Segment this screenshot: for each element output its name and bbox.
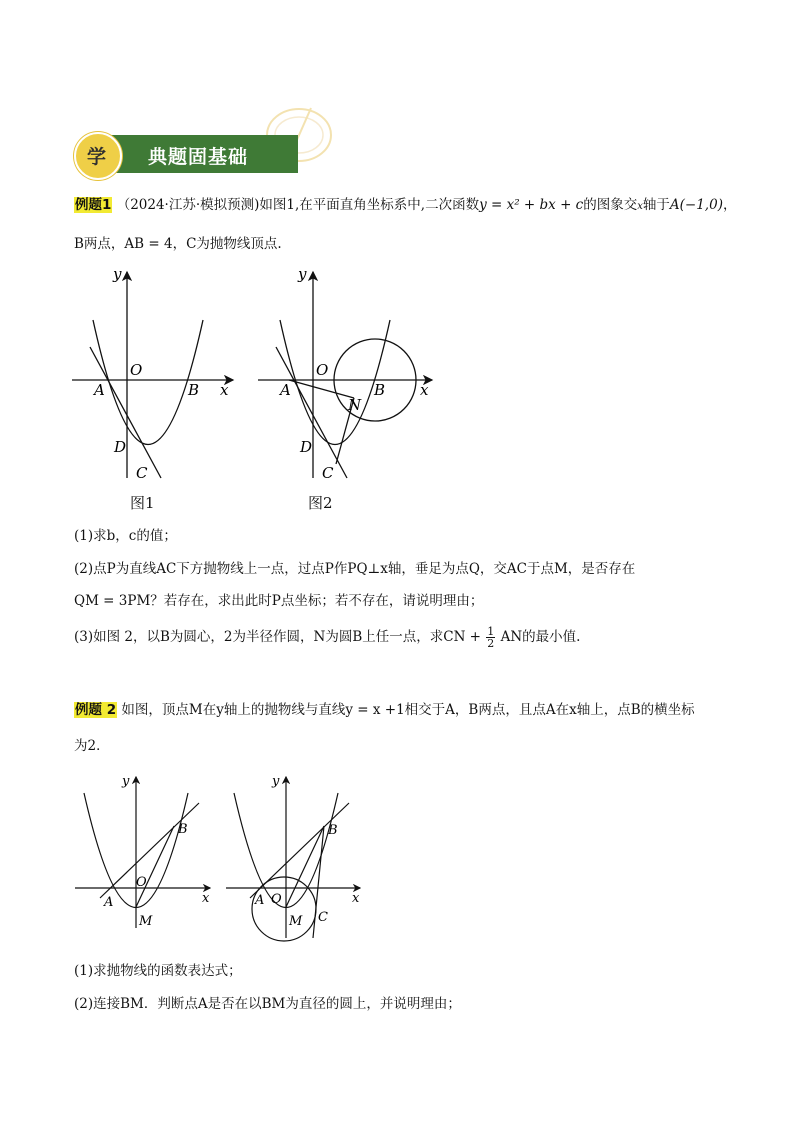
figA-line [100,803,199,898]
example1-tag: 例题1 [75,197,112,213]
figB-circle [252,877,316,941]
example1-statement-line1 [74,196,736,216]
figA-label-o: O [136,875,147,890]
example1-line1-point: A(−1,0) [669,197,723,213]
example1-line1-end: ， [722,197,737,213]
fig1-line-ac [90,347,161,478]
header-title: 典题固基础 [148,146,249,168]
example1-question3 [74,626,580,649]
figB-label-c: C [318,910,328,925]
figA-label-y: y [122,774,130,789]
fig1-label-x: x [220,381,229,399]
example1-line1-x: x [637,201,643,212]
figA-label-b: B [178,822,188,837]
example2-statement-line2: 为2． [74,738,110,754]
fig1-label-o: O [130,361,143,379]
figB-label-b: B [328,823,338,838]
fig2-label-x: x [420,381,429,399]
example1-figure2 [250,265,440,515]
example2-tag: 例题 2 [75,702,117,718]
figB-label-y: y [272,774,280,789]
figA-label-a: A [104,895,114,910]
fig1-label-y: y [113,265,122,283]
fig2-label-a: A [280,381,291,399]
example1-statement-line2: B两点，AB = 4，C为抛物线顶点. [74,236,282,252]
fraction-one-half [486,626,495,649]
figA-label-m: M [139,914,153,929]
figB-label-m: M [289,914,303,929]
example1-line1-c: 轴于 [642,197,670,213]
fig2-label-b: B [374,381,386,399]
fig2-label-d: D [300,438,313,456]
fig2-label-o: O [316,361,329,379]
fraction-denominator: 2 [487,637,495,650]
figB-label-x: x [352,891,360,906]
example1-figure1 [60,265,250,515]
example2-figure-right [220,770,370,945]
example2-question1: (1)求抛物线的函数表达式； [74,963,242,979]
fig1-label-c: C [136,464,148,482]
fig1-label-a: A [94,381,105,399]
example1-question3-b: AN的最小值. [500,629,581,645]
figB-label-a: A [255,893,265,908]
example1-line1-b: 的图象交 [583,197,638,213]
example1-question2-line2: QM = 3PM？若存在，求出此时P点坐标；若不存在，请说明理由； [74,593,484,609]
figB-label-o: O [271,892,282,907]
example2-figure-left [70,770,220,930]
section-header [74,130,304,178]
example2-statement-line1 [74,701,695,719]
fraction-numerator: 1 [487,625,495,638]
fig2-label-c: C [322,464,334,482]
example1-question2-line1: (2)点P为直线AC下方抛物线上一点，过点P作PQ⊥x轴，垂足为点Q，交AC于点M，是否存在 [74,561,636,577]
example1-figure1-caption: 图1 [130,494,155,512]
figB-segment-bm [286,826,324,907]
fig1-label-d: D [114,438,127,456]
example1-line1-eq: y = x² + bx + c [479,197,584,213]
figA-segment-bm [136,826,174,907]
fig1-label-b: B [188,381,200,399]
example2-line1: 如图，顶点M在y轴上的抛物线与直线y = x +1相交于A，B两点，且点A在x轴上，点B的横坐标 [121,702,695,718]
figA-label-x: x [202,891,210,906]
example1-question1: (1)求b，c的值； [74,528,177,544]
header-badge-char: 学 [87,146,107,168]
fig2-label-y: y [298,265,307,283]
example1-figure2-caption: 图2 [308,494,333,512]
fig2-label-n: N [348,396,362,414]
example1-question3-a: (3)如图 2，以B为圆心，2为半径作圆，N为圆B上任一点，求CN + [74,629,481,645]
example2-question2: (2)连接BM．判断点A是否在以BM为直径的圆上，并说明理由； [74,996,461,1012]
example1-line1-a: （2024·江苏·模拟预测)如图1,在平面直角坐标系中,二次函数 [116,197,480,213]
